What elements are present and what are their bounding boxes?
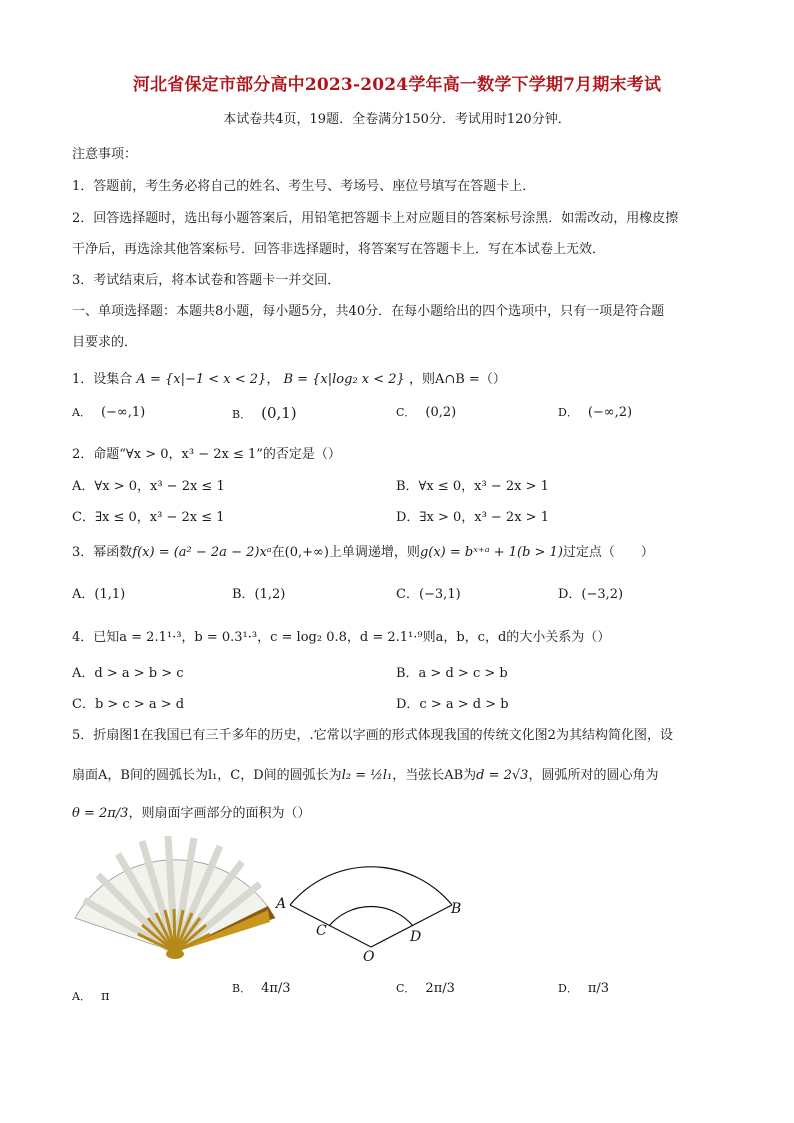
q4-option-a: A．d > a > b > c	[72, 666, 184, 681]
q3-gx: g(x) = bˣ⁺ᵃ + 1(b > 1)	[419, 545, 563, 560]
q1-option-a: A． (−∞,1)	[72, 405, 146, 420]
q5-l2: l₂ = ½l₁	[341, 768, 393, 783]
point-b-label: B	[451, 901, 462, 917]
q2-option-a: A．∀x > 0，x³ − 2x ≤ 1	[72, 479, 225, 494]
question-4-stem: 4．已知a = 2.1¹·³，b = 0.3¹·³，c = log₂ 0.8，d = 2.1¹·⁹则a，b，c，d的大小关系为（）	[72, 630, 611, 645]
question-2-stem: 2．命题“∀x > 0，x³ − 2x ≤ 1”的否定是（）	[72, 447, 341, 462]
q3-option-b: B．(1,2)	[232, 587, 286, 602]
note-2-line-1: 2．回答选择题时，选出每小题答案后，用铅笔把答题卡上对应题目的答案标号涂黑．如需改动，用橡皮擦	[72, 211, 679, 226]
question-5-line-3	[72, 802, 310, 821]
q2-option-c: C．∃x ≤ 0，x³ − 2x ≤ 1	[72, 510, 225, 525]
q1-lead: 1．设集合	[72, 372, 133, 387]
q5-d: d = 2√3	[476, 768, 529, 783]
q4-option-c: C．b > c > a > d	[72, 697, 185, 712]
q5-text-b: ，当弦长AB为	[392, 768, 477, 783]
q5-text-d: ，则扇面字画部分的面积为（）	[128, 806, 311, 821]
point-d-label: D	[410, 929, 422, 945]
q1-set-a: A = {x|−1 < x < 2}	[136, 372, 267, 387]
q3-fx: f(x) = (a² − 2a − 2)xᵃ	[132, 545, 272, 560]
q1-option-b: B． (0,1)	[232, 404, 297, 422]
q5-theta: θ = 2π/3	[72, 806, 129, 821]
q1-set-b: B = {x|log₂ x < 2}	[283, 372, 405, 387]
section-heading-line-1: 一、单项选择题：本题共8小题，每小题5分，共40分．在每小题给出的四个选项中，只有一项是符合题	[72, 304, 665, 319]
question-5-line-2	[72, 764, 658, 783]
exam-subtitle: 本试卷共4页，19题．全卷满分150分．考试用时120分钟．	[223, 112, 571, 127]
q5-option-b: B． 4π/3	[232, 981, 291, 996]
fan-structure-diagram	[270, 825, 470, 965]
point-c-label: C	[316, 923, 327, 939]
q5-option-c: C． 2π/3	[396, 981, 455, 996]
question-3-stem	[72, 541, 654, 560]
q5-text-a: 扇面A，B间的圆弧长为l₁，C，D间的圆弧长为	[72, 768, 342, 783]
q5-option-d: D． π/3	[558, 981, 610, 996]
q1-option-c: C． (0,2)	[396, 405, 457, 420]
q3-option-c: C．(−3,1)	[396, 587, 461, 602]
q3-option-d: D．(−3,2)	[558, 587, 624, 602]
section-heading-line-2: 目要求的．	[72, 335, 138, 350]
q2-option-b: B．∀x ≤ 0，x³ − 2x > 1	[396, 479, 549, 494]
q4-option-d: D．c > a > d > b	[396, 697, 509, 712]
q3-option-a: A．(1,1)	[72, 587, 126, 602]
q5-text-c: ，圆弧所对的圆心角为	[528, 768, 659, 783]
note-3: 3．考试结束后，将本试卷和答题卡一并交回．	[72, 273, 341, 288]
note-1: 1．答题前，考生务必将自己的姓名、考生号、考场号、座位号填写在答题卡上．	[72, 179, 536, 194]
notes-heading: 注意事项：	[72, 147, 138, 162]
exam-title: 河北省保定市部分高中2023-2024学年高一数学下学期7月期末考试	[132, 75, 662, 95]
q3-stem-b: 在(0,+∞)上单调递增，则	[271, 545, 420, 560]
q4-option-b: B．a > d > c > b	[396, 666, 508, 681]
q3-stem-c: 过定点（ ）	[562, 545, 654, 560]
q1-tail: ，则A∩B =（）	[408, 372, 506, 387]
q1-option-d: D． (−∞,2)	[558, 405, 633, 420]
q3-stem-a: 3．幂函数	[72, 545, 133, 560]
note-2-line-2: 干净后，再选涂其他答案标号．回答非选择题时，将答案写在答题卡上．写在本试卷上无效．	[72, 242, 606, 257]
question-5-line-1: 5．折扇图1在我国已有三千多年的历史，.它常以字画的形式体现我国的传统文化图2为其结构简化图，设	[72, 728, 673, 743]
q5-option-a: A． π	[72, 989, 110, 1004]
q2-option-d: D．∃x > 0，x³ − 2x > 1	[396, 510, 549, 525]
question-1-stem: 1．设集合 A = {x|−1 < x < 2}， B = {x|log₂ x < 2} ，则A∩B =（）	[72, 372, 506, 387]
point-o-label: O	[363, 949, 375, 965]
point-a-label: A	[276, 896, 287, 912]
folding-fan-image	[70, 830, 285, 965]
